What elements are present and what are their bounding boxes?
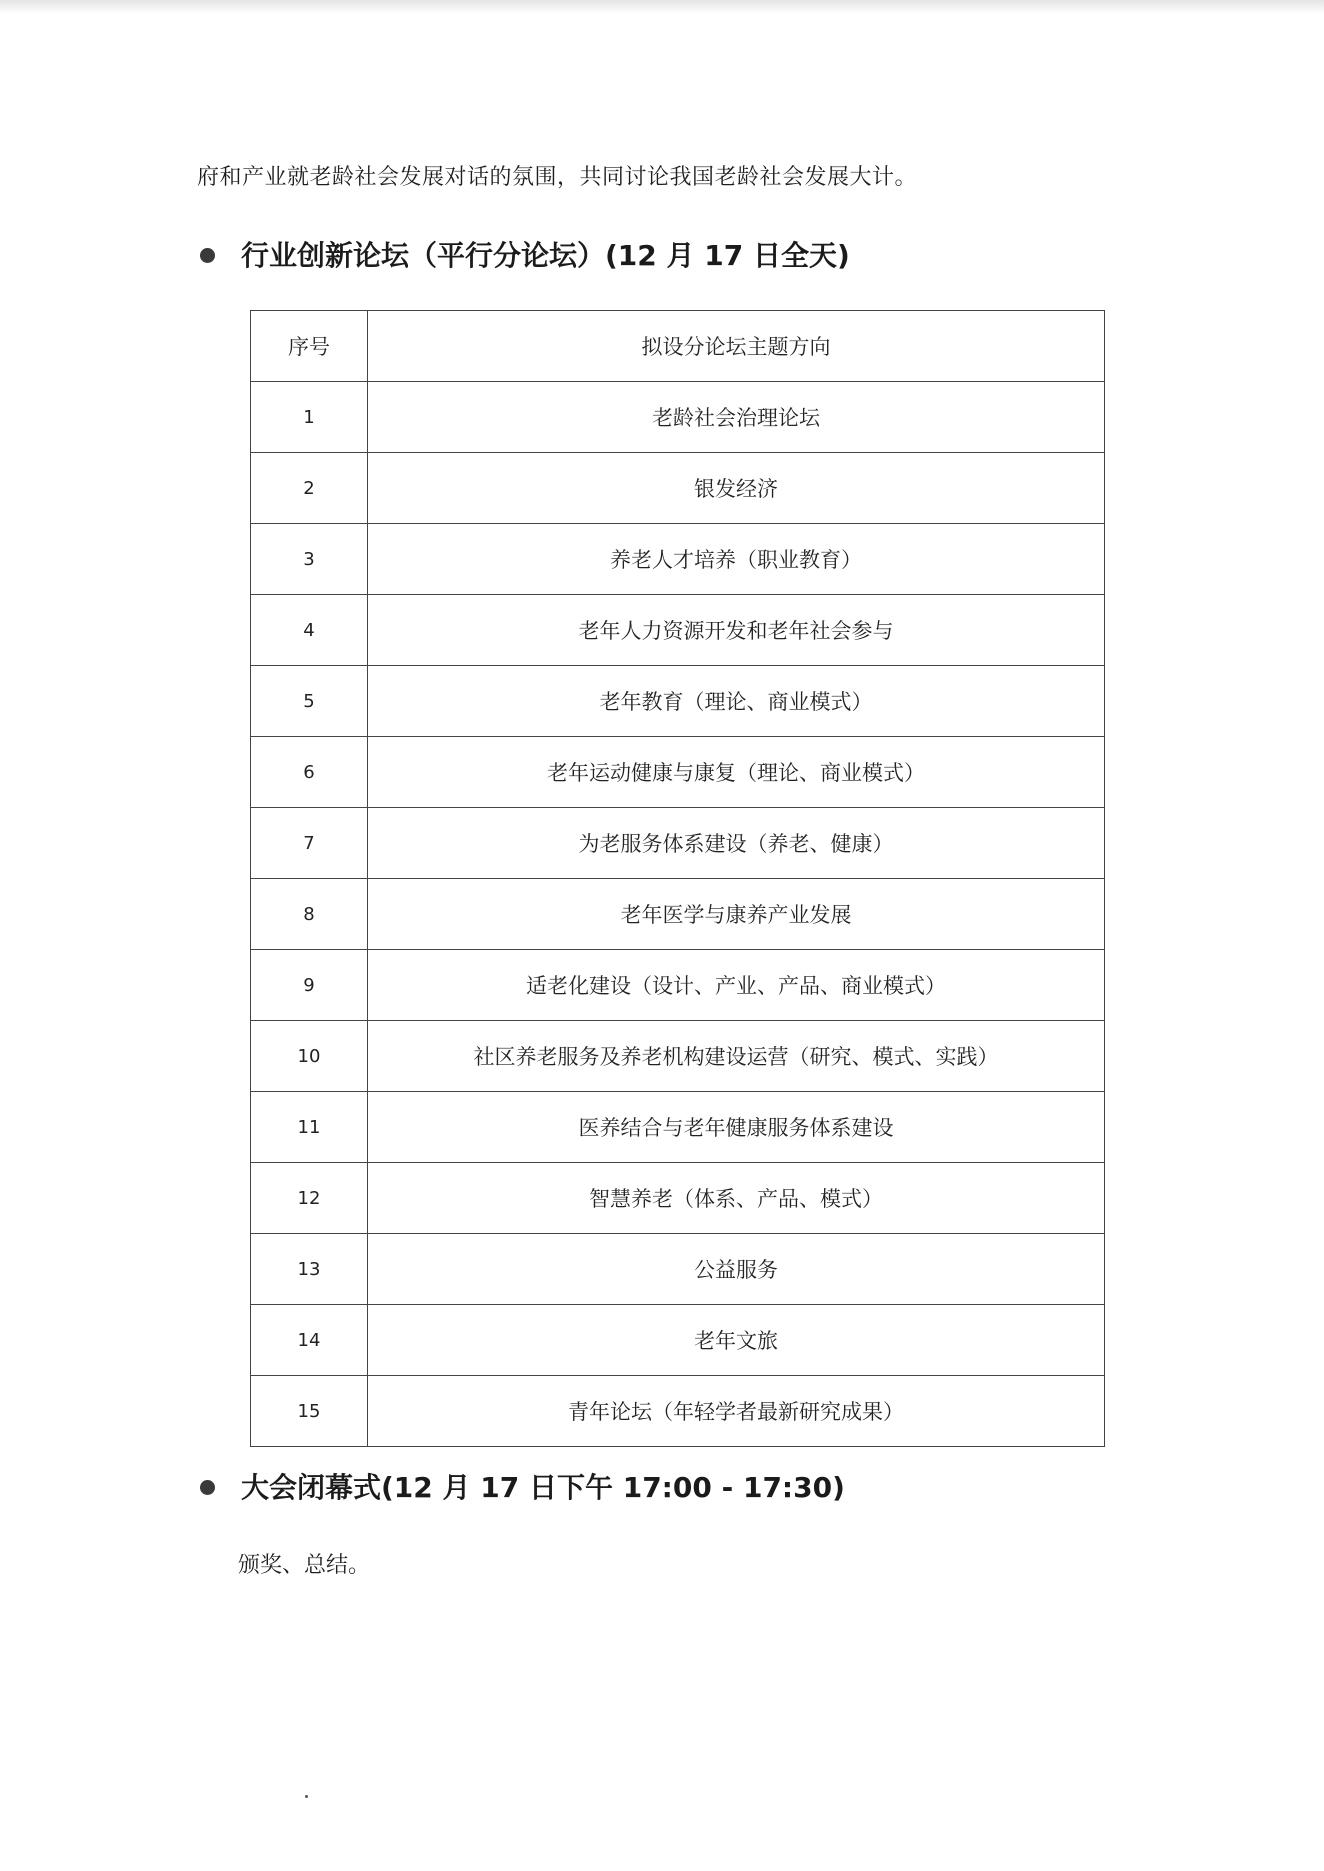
row-number: 5 — [251, 666, 368, 737]
row-number: 9 — [251, 950, 368, 1021]
row-number: 4 — [251, 595, 368, 666]
row-topic: 老年文旅 — [368, 1305, 1105, 1376]
row-number: 13 — [251, 1234, 368, 1305]
bullet-icon — [200, 1480, 215, 1495]
table-row — [251, 1092, 1105, 1163]
table-row — [251, 666, 1105, 737]
row-topic: 银发经济 — [368, 453, 1105, 524]
table-row — [251, 808, 1105, 879]
intro-paragraph: 府和产业就老龄社会发展对话的氛围，共同讨论我国老龄社会发展大计。 — [197, 165, 918, 190]
row-number: 2 — [251, 453, 368, 524]
bullet-icon — [200, 248, 215, 263]
closing-paragraph: 颁奖、总结。 — [238, 1553, 371, 1578]
table-row — [251, 382, 1105, 453]
header-topic: 拟设分论坛主题方向 — [368, 311, 1105, 382]
row-number: 11 — [251, 1092, 368, 1163]
row-topic: 为老服务体系建设（养老、健康） — [368, 808, 1105, 879]
table-body — [251, 382, 1105, 1447]
row-topic: 养老人才培养（职业教育） — [368, 524, 1105, 595]
row-topic: 医养结合与老年健康服务体系建设 — [368, 1092, 1105, 1163]
row-number: 15 — [251, 1376, 368, 1447]
row-number: 12 — [251, 1163, 368, 1234]
row-number: 14 — [251, 1305, 368, 1376]
table-row — [251, 737, 1105, 808]
row-number: 1 — [251, 382, 368, 453]
table-row — [251, 1021, 1105, 1092]
forum-heading-text: 行业创新论坛（平行分论坛）(12 月 17 日全天) — [241, 239, 850, 272]
row-topic: 适老化建设（设计、产业、产品、商业模式） — [368, 950, 1105, 1021]
table-row — [251, 1234, 1105, 1305]
closing-section-heading — [200, 1470, 845, 1506]
row-topic: 老龄社会治理论坛 — [368, 382, 1105, 453]
table-row — [251, 950, 1105, 1021]
row-number: 8 — [251, 879, 368, 950]
row-topic: 青年论坛（年轻学者最新研究成果） — [368, 1376, 1105, 1447]
row-topic: 老年人力资源开发和老年社会参与 — [368, 595, 1105, 666]
row-number: 10 — [251, 1021, 368, 1092]
table-row — [251, 1376, 1105, 1447]
row-topic: 社区养老服务及养老机构建设运营（研究、模式、实践） — [368, 1021, 1105, 1092]
row-number: 7 — [251, 808, 368, 879]
row-topic: 老年教育（理论、商业模式） — [368, 666, 1105, 737]
closing-heading-text: 大会闭幕式(12 月 17 日下午 17:00 - 17:30) — [241, 1471, 845, 1504]
scan-speck — [305, 1795, 308, 1798]
row-topic: 智慧养老（体系、产品、模式） — [368, 1163, 1105, 1234]
row-topic: 公益服务 — [368, 1234, 1105, 1305]
table-row — [251, 1163, 1105, 1234]
forum-topics-table — [250, 310, 1105, 1447]
row-topic: 老年运动健康与康复（理论、商业模式） — [368, 737, 1105, 808]
row-number: 3 — [251, 524, 368, 595]
table-row — [251, 879, 1105, 950]
table-row — [251, 1305, 1105, 1376]
table-header-row — [251, 311, 1105, 382]
table-row — [251, 524, 1105, 595]
table-row — [251, 595, 1105, 666]
forum-section-heading — [200, 238, 850, 274]
row-topic: 老年医学与康养产业发展 — [368, 879, 1105, 950]
row-number: 6 — [251, 737, 368, 808]
scan-edge-shadow — [0, 0, 1324, 14]
header-index: 序号 — [251, 311, 368, 382]
table-row — [251, 453, 1105, 524]
